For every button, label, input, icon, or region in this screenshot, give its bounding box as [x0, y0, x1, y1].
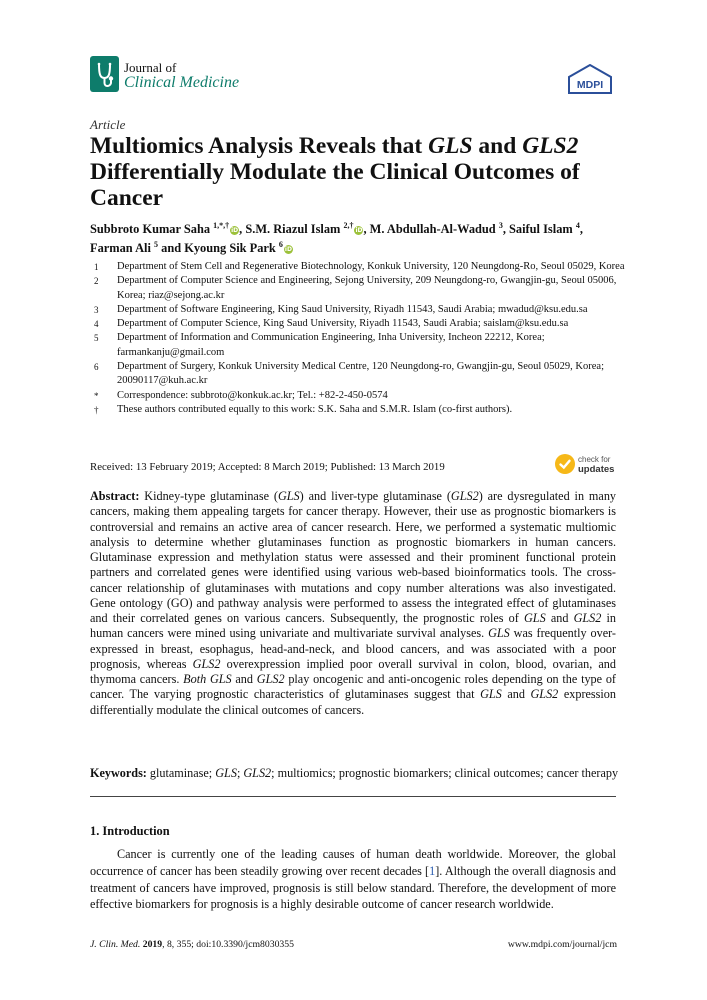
journal-logo-icon	[90, 56, 119, 92]
section-divider	[90, 796, 616, 797]
author[interactable]: Kyoung Sik Park $^6$iD	[184, 239, 292, 255]
article-type: Article	[90, 117, 126, 132]
check-for-updates-button[interactable]	[555, 452, 617, 478]
citation-link[interactable]: 1	[429, 863, 436, 878]
check-for-updates-icon	[555, 454, 575, 474]
affiliation-list	[90, 260, 630, 417]
orcid-icon[interactable]: iD	[284, 246, 292, 253]
affiliation: 2 Department of Computer Science and Engineering, Sejong University, 209 Neungdong-ro, Gwangjin-gu, Seoul 05006, Korea; riaz@sejong.ac.kr	[94, 275, 617, 301]
orcid-icon[interactable]: iD	[355, 227, 363, 234]
check-for-updates-line2: updates	[578, 464, 615, 475]
paper-title: Multiomics Analysis Reveals that GLS and GLS2 Differentially Modulate the Clinical Outcomes of Cancer	[90, 133, 580, 211]
author[interactable]: Farman Ali $^5$	[90, 239, 159, 255]
check-for-updates-line1: check for	[578, 455, 611, 464]
mdpi-logo-icon	[566, 64, 614, 94]
affiliation: 1 Department of Stem Cell and Regenerative Biotechnology, Konkuk University, 120 Neungdong-Ro, Seoul 05029, Korea	[94, 261, 625, 272]
correspondence: * Correspondence: subbroto@konkuk.ac.kr; Tel.: +82-2-450-0574	[94, 389, 388, 401]
orcid-icon[interactable]: iD	[231, 227, 239, 234]
gene-name: GLS	[428, 133, 473, 159]
affiliation: 5 Department of Information and Communication Engineering, Inha University, Incheon 22212, Korea; farmankanju@gmail.com	[94, 332, 545, 358]
section-heading: 1. Introduction	[90, 824, 170, 838]
journal-url[interactable]: www.mdpi.com/journal/jcm	[507, 939, 617, 950]
citation-footer: J. Clin. Med. 2019, 8, 355; doi:10.3390/jcm8030355	[90, 939, 294, 950]
author[interactable]: S.M. Riazul Islam $^{2,\dagger}$iD	[245, 220, 363, 236]
publisher-name: MDPI	[576, 79, 604, 91]
gene-name: GLS2	[522, 133, 579, 159]
affiliation: 4 Department of Computer Science, King Saud University, Riyadh 11543, Saudi Arabia; saislam@ksu.edu.sa	[94, 318, 569, 330]
keywords: Keywords: glutaminase; GLS; GLS2; multiomics; prognostic biomarkers; clinical outcomes; cancer therapy	[90, 766, 619, 780]
author[interactable]: Subbroto Kumar Saha $^{1,*,\dagger}$iD	[90, 220, 239, 236]
introduction-paragraph: Cancer is currently one of the leading causes of human death worldwide. Moreover, the global occurrence of cancer has been steadily growing over recent decades [1]. Although the overall diagnosis and treatment of cancers have improved, prognosis is still below standard. Therefore, the development of more effective biomarkers for prognosis is a highly desirable outcome of cancer research worldwide.	[90, 847, 617, 912]
author-list: Subbroto Kumar Saha $^{1,*,\dagger}$iD, S.M. Riazul Islam $^{2,\dagger}$iD, M. Abdullah-Al-Wadud $^3$, Saiful Islam $^4$, Farman Ali $^5$ and Kyoung Sik Park $^6$iD	[90, 220, 583, 255]
journal-name-line2: Clinical Medicine	[124, 74, 240, 91]
journal-name	[124, 60, 239, 90]
journal-name-line1: Journal of	[124, 60, 177, 75]
author[interactable]: Saiful Islam $^4$	[509, 220, 580, 236]
affiliation: 3 Department of Software Engineering, King Saud University, Riyadh 11543, Saudi Arabia; mwadud@ksu.edu.sa	[94, 303, 588, 315]
abstract-label: Abstract:	[90, 489, 140, 503]
abstract: Abstract: Kidney-type glutaminase (GLS) and liver-type glutaminase (GLS2) are dysregulated in many cancers, making them appealing targets for cancer therapy. However, their use as prognostic biomarkers is controversial and remains an active area of cancer research. Here, we performed a systematic multiomic analysis to determine whether glutaminases function as prognostic biomarkers in human cancers. Glutaminase expression and methylation status were assessed and their prominent functional protein partners and correlated genes were identified using various web-based bioinformatics tools. The cross-cancer relationship of glutaminases with mutations and copy number alterations was also investigated. Gene ontology (GO) and pathway analysis were performed to assess the integrated effect of glutaminases and their correlated genes on various cancers. Subsequently, the prognostic roles of GLS and GLS2 in human cancers were mined using univariate and multivariate survival analyses. GLS was frequently over-expressed in breast, esophagus, head-and-neck, and blood cancers, and was associated with a poor prognosis, whereas GLS2 overexpression implied poor overall survival in colon, blood, ovarian, and thymoma cancers. Both GLS and GLS2 play oncogenic and anti-oncogenic roles depending on the type of cancer. The varying prognostic characteristics of glutaminases suggest that GLS and GLS2 expression differentially modulate the clinical outcomes of cancers.	[90, 489, 617, 717]
equal-contribution-note: † These authors contributed equally to this work: S.K. Saha and S.M.R. Islam (co-first authors).	[94, 403, 513, 415]
publication-dates: Received: 13 February 2019; Accepted: 8 March 2019; Published: 13 March 2019	[90, 461, 445, 473]
author[interactable]: M. Abdullah-Al-Wadud $^3$	[369, 220, 503, 236]
keywords-label: Keywords:	[90, 766, 147, 780]
affiliation: 6 Department of Surgery, Konkuk University Medical Centre, 120 Neungdong-ro, Gwangjin-gu, Seoul 05029, Korea; 20090117@kuh.ac.kr	[94, 361, 604, 387]
